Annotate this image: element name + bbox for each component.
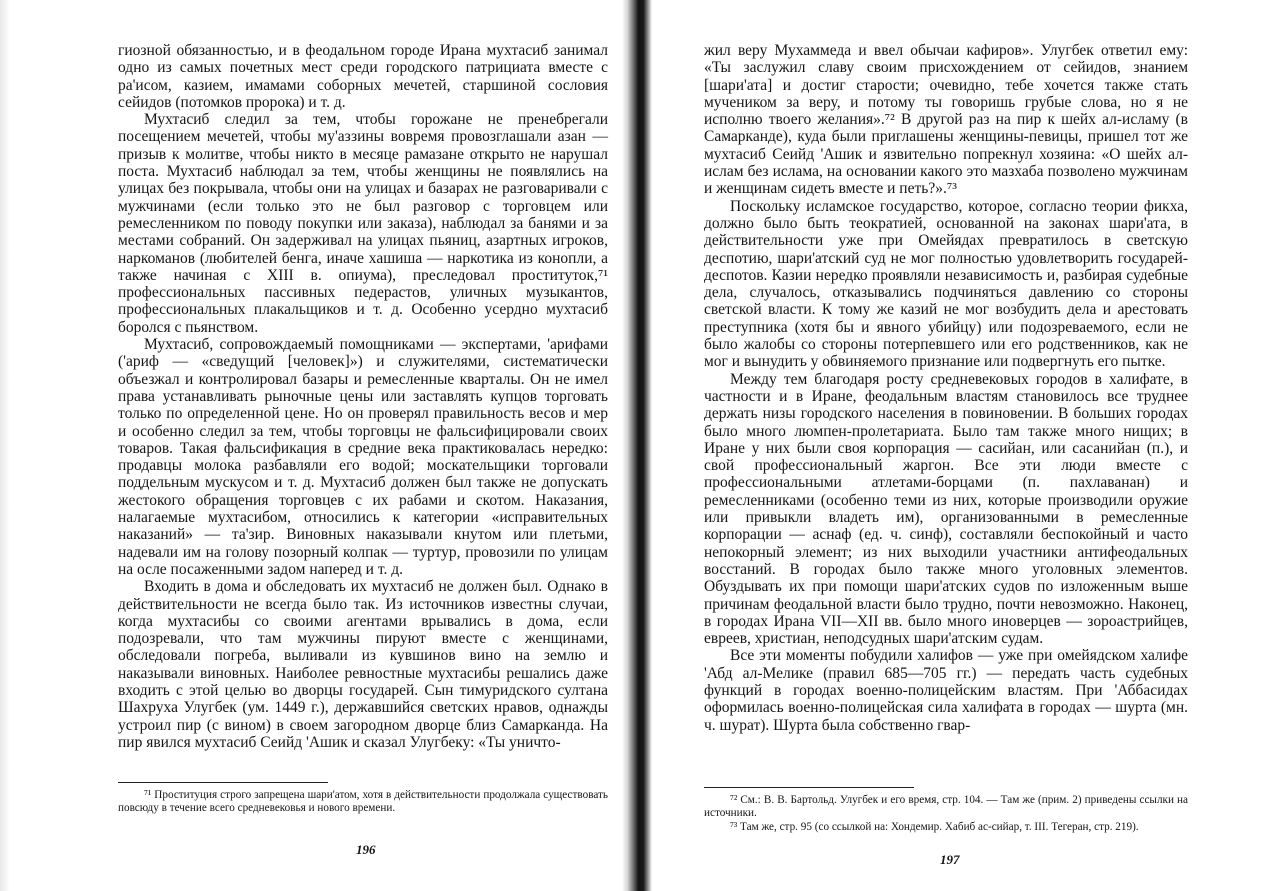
right-page-body [704, 42, 1188, 734]
page-number: 196 [356, 842, 376, 857]
paragraph: Все эти моменты побудили халифов — уже при омейядском халифе 'Абд ал-Мелике (правил 685—705 гг.) — передать часть судебных функций в городах военно-полицейским властям. При 'Аббасидах оформилась военно-полицейская сила халифата в городах — шурта (мн. ч. шурат). Шурта была собственно гвар- [704, 647, 1188, 734]
paragraph: гиозной обязанностью, и в феодальном городе Ирана мухтасиб занимал одно из самых почетных мест среди городского патрициата вместе с ра'исом, казием, имамами соборных мечетей, старшиной сословия сейидов (потомков пророка) и т. д. [118, 42, 608, 111]
book-gutter [622, 0, 652, 891]
footnote-rule [118, 782, 328, 783]
paragraph: Мухтасиб, сопровождаемый помощниками — экспертами, 'арифами ('ариф — «сведущий [человек]») и служителями, систематически объезжал и контролировал базары и ремесленные кварталы. Он не имел права устанавливать рыночные цены или заставлять купцов торговать только по определенной цене. Но он проверял правильность весов и мер и особенно следил за тем, чтобы торговцы не фальсифицировали своих товаров. Такая фальсификация в средние века практиковалась нередко: продавцы молока разбавляли его водой; москательщики торговали поддельным мускусом и т. д. Мухтасиб должен был также не допускать жестокого обращения торговцев с их рабами и скотом. Наказания, налагаемые мухтасибом, относились к категории «исправительных наказаний» — та'зир. Виновных наказывали кнутом или плетьми, надевали им на голову позорный колпак — туртур, провозили по улицам на осле посаженными задом наперед и т. д. [118, 336, 608, 578]
footnote: ⁷² См.: В. В. Бартольд. Улугбек и его время, стр. 104. — Там же (прим. 2) приведены ссылки на источники. [704, 794, 1188, 819]
paragraph: жил веру Мухаммеда и ввел обычаи кафиров». Улугбек ответил ему: «Ты заслужил славу своим присхождением от сейидов, знанием [шари'ата] и достиг старости; очевидно, тебе хочется также стать мучеником за веру, и потому ты говоришь грубые слова, но я не исполню твоего желания».⁷² В другой раз на пир к шейх ал-исламу (в Самарканде), куда были приглашены женщины-певицы, пришел тот же мухтасиб Сеийд 'Ашик и язвительно попрекнул хозяина: «О шейх ал-ислам без ислама, на основании какого это мазхаба позволено мужчинам и женщинам сидеть вместе и петь?».⁷³ [704, 42, 1188, 198]
paragraph: Мухтасиб следил за тем, чтобы горожане не пренебрегали посещением мечетей, чтобы му'аззины вовремя провозглашали азан — призыв к молитве, чтобы никто в месяце рамазане открыто не нарушал поста. Мухтасиб наблюдал за тем, чтобы женщины не появлялись на улицах без покрывала, чтобы они на улицах и базарах не разговаривали с мужчинами (если только это не был разговор с торговцем или ремесленником по поводу покупки или заказа), наблюдал за банями и за местами собраний. Он задерживал на улицах пьяниц, азартных игроков, наркоманов (любителей бенга, иначе хашиша — наркотика из конопли, а также начиная с XIII в. опиума), преследовал проституток,⁷¹ профессиональных пассивных педерастов, уличных музыкантов, профессиональных плакальщиков и т. д. Особенно усердно мухтасиб боролся с пьянством. [118, 111, 608, 336]
paragraph: Входить в дома и обследовать их мухтасиб не должен был. Однако в действительности не всегда было так. Из источников известны случаи, когда мухтасибы со своими агентами врывались в дома, если подозревали, что там мужчины пируют вместе с женщинами, обследовали погреба, выливали из кувшинов вино на землю и наказывали виновных. Наиболее ревностные мухтасибы решались даже входить с этой целью во дворцы государей. Сын тимуридского султана Шахруха Улугбек (ум. 1449 г.), державшийся светских нравов, однажды устроил пир (с вином) в своем загородном дворце близ Самарканда. На пир явился мухтасиб Сеийд 'Ашик и сказал Улугбеку: «Ты уничто- [118, 578, 608, 751]
page-number: 197 [940, 852, 960, 867]
paragraph: Поскольку исламское государство, которое, согласно теории фикха, должно было быть теократией, основанной на законах шари'ата, в действительности уже при Омейядах превратилось в светскую деспотию, шари'атский суд не мог полностью удовлетворить государей-деспотов. Казии нередко проявляли независимость и, разбирая судебные дела, случалось, отказывались подчиняться давлению со стороны светской власти. К тому же казий не мог возбудить дела и арестовать преступника (хотя бы и явного убийцу) или подозреваемого, если не было жалобы со стороны потерпевшего или его родственников, как не мог и вынудить у обвиняемого признание или подвергнуть его пытке. [704, 197, 1188, 371]
footnote: ⁷¹ Проституция строго запрещена шари'атом, хотя в действительности продолжала существовать повсюду в течение всего средневековья и нового времени. [118, 789, 608, 814]
footnote-rule [704, 787, 914, 788]
left-page-body [118, 42, 608, 751]
left-footnotes [118, 782, 608, 816]
paragraph: Между тем благодаря росту средневековых городов в халифате, в частности и в Иране, феодальным властям становилось все труднее держать низы городского населения в повиновении. В больших городах было много люмпен-пролетариата. Было там также много нищих; в Иране у них были своя корпорация — сасийан, или сасанийан (п.), и свой профессиональный жаргон. Все эти люди вместе с профессиональными атлетами-борцами (п. пахлаванан) и ремесленниками (особенно теми из них, которые производили оружие или привыкли владеть им), организованными в ремесленные корпорации — аснаф (ед. ч. синф), составляли беспокойный и часто непокорный элемент; из них выходили участники антифеодальных восстаний. В городах было также много уголовных элементов. Обуздывать их при помощи шари'атских судов по изложенным выше причинам феодальной власти было трудно, почти невозможно. Наконец, в городах Ирана VII—XII вв. было много иноверцев — зороастрийцев, евреев, христиан, неподсудных шари'атским судам. [704, 370, 1188, 648]
footnote: ⁷³ Там же, стр. 95 (со ссылкой на: Хондемир. Хабиб ас-сийар, т. III. Тегеран, стр. 219). [730, 821, 1139, 833]
page-edge-shadow [0, 0, 10, 891]
right-footnotes [704, 787, 1188, 835]
